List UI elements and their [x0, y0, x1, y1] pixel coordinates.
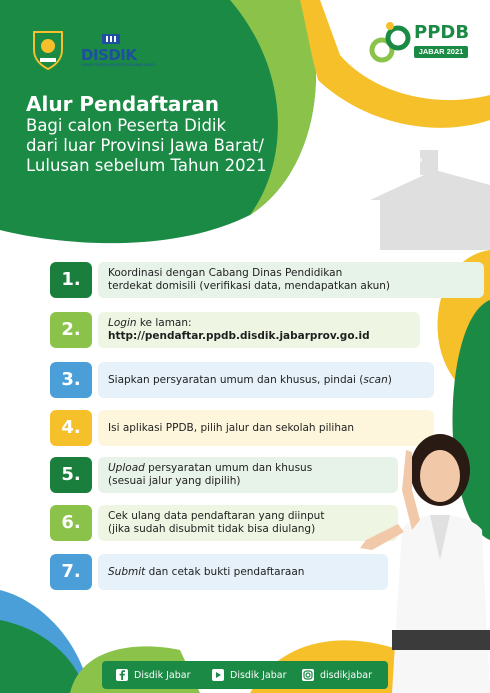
- step-line: Isi aplikasi PPDB, pilih jalur dan sekolah pilihan: [108, 421, 355, 434]
- youtube-handle: Disdik Jabar: [230, 669, 287, 681]
- instagram-icon: [302, 669, 314, 681]
- step-text-rest: dan cetak bukti pendaftaraan: [145, 565, 305, 578]
- instagram-link[interactable]: [302, 668, 372, 682]
- step-text: [98, 262, 484, 298]
- jabar-crest-logo: [30, 28, 66, 70]
- ppdb-wordmark: PPDB: [414, 22, 470, 43]
- step-line: (sesuai jalur yang dipilih): [108, 475, 241, 487]
- step-italic: Upload: [108, 462, 145, 474]
- step-number: 1.: [50, 262, 92, 298]
- facebook-link[interactable]: [116, 668, 190, 682]
- step-text: [98, 554, 388, 590]
- step-line: [108, 317, 410, 330]
- facebook-icon: [116, 669, 128, 681]
- social-footer: [102, 661, 388, 689]
- step-italic: Submit: [108, 565, 146, 578]
- title-line-1: Bagi calon Peserta Didik: [26, 116, 227, 135]
- step-line: (jika sudah disubmit tidak bisa diulang): [108, 523, 316, 535]
- step-text-rest: ke laman:: [136, 317, 192, 329]
- step-line: [108, 374, 424, 387]
- step-number: 7.: [50, 554, 92, 590]
- title-line-3: Lulusan sebelum Tahun 2021: [26, 156, 267, 175]
- ppdb-badge: JABAR 2021: [414, 46, 468, 58]
- step-text: [98, 362, 434, 398]
- step-italic: Login: [108, 317, 137, 329]
- youtube-icon: [212, 669, 224, 681]
- step-number: 4.: [50, 410, 92, 446]
- step-text-part: Siapkan persyaratan umum dan khusus, pindai (: [108, 373, 364, 386]
- step-text-end: ): [387, 373, 392, 386]
- step-text: [98, 312, 420, 348]
- title-line-2: dari luar Provinsi Jawa Barat/: [26, 136, 264, 155]
- building-silhouette: [370, 150, 490, 250]
- student-illustration: [352, 420, 490, 693]
- disdik-wordmark: DISDIK: [81, 46, 137, 64]
- step-line: Koordinasi dengan Cabang Dinas Pendidikan: [108, 267, 343, 279]
- step-line: [108, 566, 378, 579]
- step-number: 3.: [50, 362, 92, 398]
- instagram-handle: disdikjabar: [320, 669, 373, 681]
- step-text-rest: persyaratan umum dan khusus: [144, 462, 313, 474]
- step-number: 5.: [50, 457, 92, 493]
- step-italic: scan: [363, 373, 388, 386]
- step-line: terdekat domisili (verifikasi data, mendapatkan akun): [108, 280, 390, 292]
- step-line: Cek ulang data pendaftaran yang diinput: [108, 510, 325, 522]
- title-main: Alur Pendaftaran: [26, 92, 220, 116]
- step-line: [108, 462, 388, 475]
- facebook-handle: Disdik Jabar: [134, 669, 191, 681]
- step-number: 6.: [50, 505, 92, 541]
- page-title: [26, 92, 267, 176]
- disdik-subtitle: DINAS PENDIDIKAN PROVINSI JAWA BARAT: [82, 63, 156, 67]
- registration-url[interactable]: http://pendaftar.ppdb.disdik.jabarprov.go.id: [108, 330, 370, 342]
- step-number: 2.: [50, 312, 92, 348]
- youtube-link[interactable]: [212, 668, 286, 682]
